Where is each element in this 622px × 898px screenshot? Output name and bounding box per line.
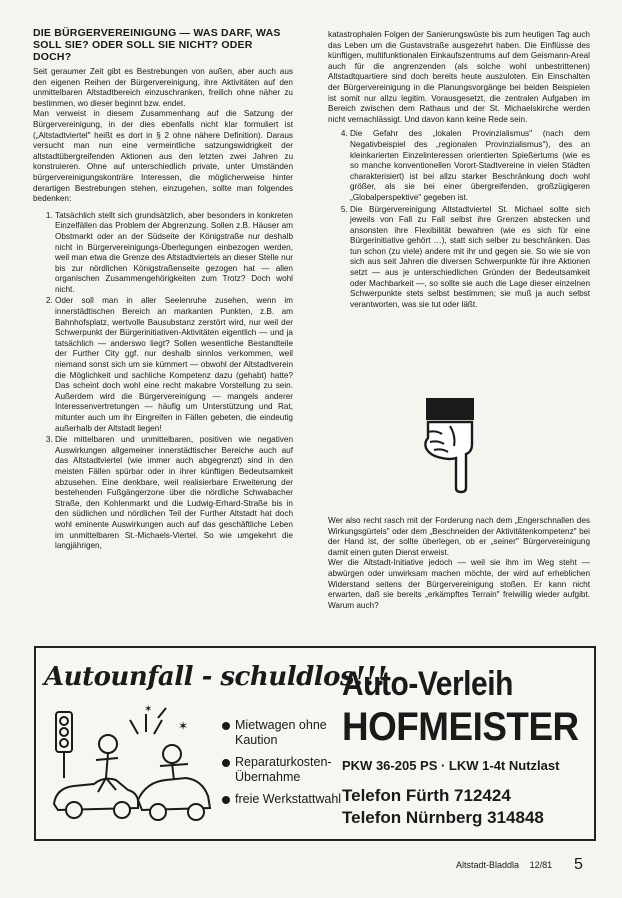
car-accident-illustration [46, 700, 216, 830]
article-left-column [33, 27, 293, 553]
article-right-column [328, 30, 590, 311]
ad-headline: Autounfall - schuldlos!!! [44, 662, 387, 692]
services-list [222, 718, 350, 814]
advertisement [34, 646, 596, 841]
list-item: 5. Die Bürgervereinigung Altstadtviertel St. Michael sollte sich jeweils von Fall zu Fall selbst ihre Grenzen abstecken und ansonsten ihre Flexibilität bewahren (wie es sich für eine Bürgerinitiative gehört …), statt sich selber zu beschränken. Das tun schon (zu viele) andere mit ihr und gegen sie. So wie sie von sich aus seit Jahren die diversen Schwerpunkte für ihre Aktionen setzt — aus je unterschiedlichen Gründen der Bedeutsamkeit oder Machbarkeit —, so sollte sie auch die Lage dieser einzelnen Schwerpunkte stets selbst bestimmen; sie muß ja auch selbst verantworten, was sie tut oder läßt. [350, 205, 590, 311]
list-item: 1. Tatsächlich stellt sich grundsätzlich, aber besonders in konkreten Einzelfällen das Problem der Abgrenzung. Sollen z.B. Häuser am Obstmarkt oder an der Südseite der Königstraße nur deshalb nicht in Bürgervereinigungs-Überlegungen einbezogen werden, weil man etwa die Grenze des Altstadtviertels an dieser Stelle nur bis zur nördlichen Königstraßenseite gezogen hat — allen organischen Zusammengehörigkeiten zum Trotz? Doch wohl nicht. [55, 211, 293, 296]
points-list-continued [328, 129, 590, 310]
list-item [55, 435, 293, 552]
point-3-text: Die mittelbaren und unmittelbaren, positiven wie negativen Auswirkungen allgemeiner innerstädtischer Bereiche auch auf das Altstadtviertel (wie immer auch abgegrenzt) sind in den meisten Fällen spürbar oder in ihrer künftigen Bedeutsamkeit abzusehen. Eine denkbare, weil realisierbare Erweiterung der bestehenden Fußgängerzone über die nördliche Schwabacher Straße, den Kohlenmarkt und die Ludwig-Erhard-Straße bis in den südlichen und nördlichen Teil der Further Altstadt hat doch wohl eminente Auswirkungen auch auf das geschäftliche Leben im unmittelbaren St.-Michaels-Viertel. So wie umgekehrt die langjährigen, [55, 435, 293, 551]
svg-text:✶: ✶ [178, 719, 189, 733]
brand-line-2: HOFMEISTER [342, 705, 579, 749]
closing-paragraph-1: Wer also recht rasch mit der Forderung nach dem „Engerschnallen des Wirkungsgürtels" oder dem „Beschneiden der Aktivitätenkompetenz" bei der Hand ist, der sollte überlegen, ob er „seiner" Bürgervereinigung damit einen guten Dienst erweist. [328, 516, 590, 557]
intro-paragraph-1: Seit geraumer Zeit gibt es Bestrebungen von außen, aber auch aus den eigenen Reihen der Bürgervereinigung, ihre Aktivitäten auf den unmittelbaren Altstadtbereich einzuschranken, freilich ohne näher zu bestimmen, wo dieser beginnt bzw. endet. [33, 67, 293, 108]
service-item: Mietwagen ohne Kaution [222, 718, 350, 748]
phone-nuernberg: Telefon Nürnberg 314848 [342, 808, 544, 827]
pointing-hand-icon [420, 396, 478, 494]
phone-fuerth: Telefon Fürth 712424 [342, 786, 511, 805]
issue-number: 12/81 [529, 860, 553, 870]
list-item: 4. Die Gefahr des „lokalen Provinzialismus" (nach dem Negativbeispiel des „regionalen Provinzialismus"), des an kleinkarierten Einzelinteressen orientierten Spießertums (wie es so manche konventionellen Vorort-Stadtvereine in vielen Städten charakterisiert) ist bei allzu starker Beschränkung doch wohl größer, als sie bei einer übergreifenden, großzügigeren „Globalperspektive" gegeben ist. [350, 129, 590, 203]
page-footer [456, 856, 583, 873]
article-title: DIE BÜRGERVEREINIGUNG — WAS DARF, WAS SOLL SIE? ODER SOLL SIE NICHT? ODER DOCH? [33, 27, 281, 63]
page-number: 5 [574, 856, 583, 873]
service-item: Reparaturkosten-Übernahme [222, 755, 350, 785]
article-closing [328, 516, 590, 611]
service-item: freie Werkstattwahl [222, 792, 350, 807]
closing-paragraph-2: Wer die Altstadt-Initiative jedoch — weil sie ihm im Weg steht — abwürgen oder unwirksam machen möchte, der wird auf erheblichen Widerstand seitens der Bürgervereinigung stoßen. Er kann nicht erwarten, daß sie bereits „erkämpftes Terrain" freiwillig wieder aufgibt. Warum auch? [328, 558, 590, 610]
ad-brand-block [342, 666, 592, 829]
point-3-continued: katastrophalen Folgen der Sanierungswüste bis zum heutigen Tag auch das Leben um die Gustavstraße ausgezehrt haben. Die Einflüsse des künftigen, multifunktionalen Einkaufszentrums auf dem Geismann-Areal auch für die angrenzenden (als solche wohl unbestrittenen) Altstadtquartiere sind doch bereits heute auszuloten. Ein Einschalten der Bürgervereinigung in die Planungsvorgänge bei beiden Beispielen ist somit nur allzu legitim. Vorausgesetzt, die zentralen Aufgaben im Bereich zwischen dem Rathaus und der St. Michaelskirche werden nicht vernachlässigt. Und davon kann keine Rede sein. [328, 30, 590, 124]
brand-line-1: Auto-Verleih [342, 665, 513, 703]
publication-name: Altstadt-Bladdla [456, 860, 520, 870]
intro-paragraph-2: Man verweist in diesem Zusammenhang auf die Satzung der Bürgervereinigung, in der dies ebenfalls nicht klar formuliert ist („Altstadtviertel" heißt es dort in § 2 ohne nähere Definition). Daraus versucht man nun eine vermeintliche satzungswidrigkeit der altstadtübergreifenden Aktionen aus den letzten zwei Jahren zu konstruieren. Ohne auf unterschiedlich private, unter Umständen bürgervereinigungskonträre Interessen, die möglicherweise hinter derartigen Bestrebungen stehen, einzugehen, sollte man folgendes bedenken: [33, 109, 293, 204]
vehicle-info: PKW 36-205 PS · LKW 1-4t Nutzlast [342, 758, 560, 773]
svg-text:✶: ✶ [144, 704, 153, 715]
points-list [33, 211, 293, 552]
list-item: 2. Oder soll man in aller Seelenruhe zusehen, wenn im innerstädtischen Bereich an markanten Punkten, z.B. am Bahnhofsplatz, wertvolle Bausubstanz zerstört wird, nur weil der Schwerpunkt der Bürgerinitiativen-Aktivitäten eigentlich — und ja tatsächlich — anderswo liegt? Sollen wesentliche Bestandteile der Further City ggf. nur deshalb sinnlos verkommen, weil niemand sonst sich um sie kümmert — obwohl der Altstadtverein die Möglichkeit und sachliche Kompetenz dazu (gehabt) hatte? Das scheint doch wohl eine recht makabre Vorstellung zu sein. Außerdem wird die Bürgervereinigung — mangels anderer Interessenvertretungen — häufig um Unterstützung und Rat, mitunter auch um ihr Eingreifen in Fällen gebeten, die eindeutig außerhalb der Altstadt liegen! [55, 296, 293, 434]
